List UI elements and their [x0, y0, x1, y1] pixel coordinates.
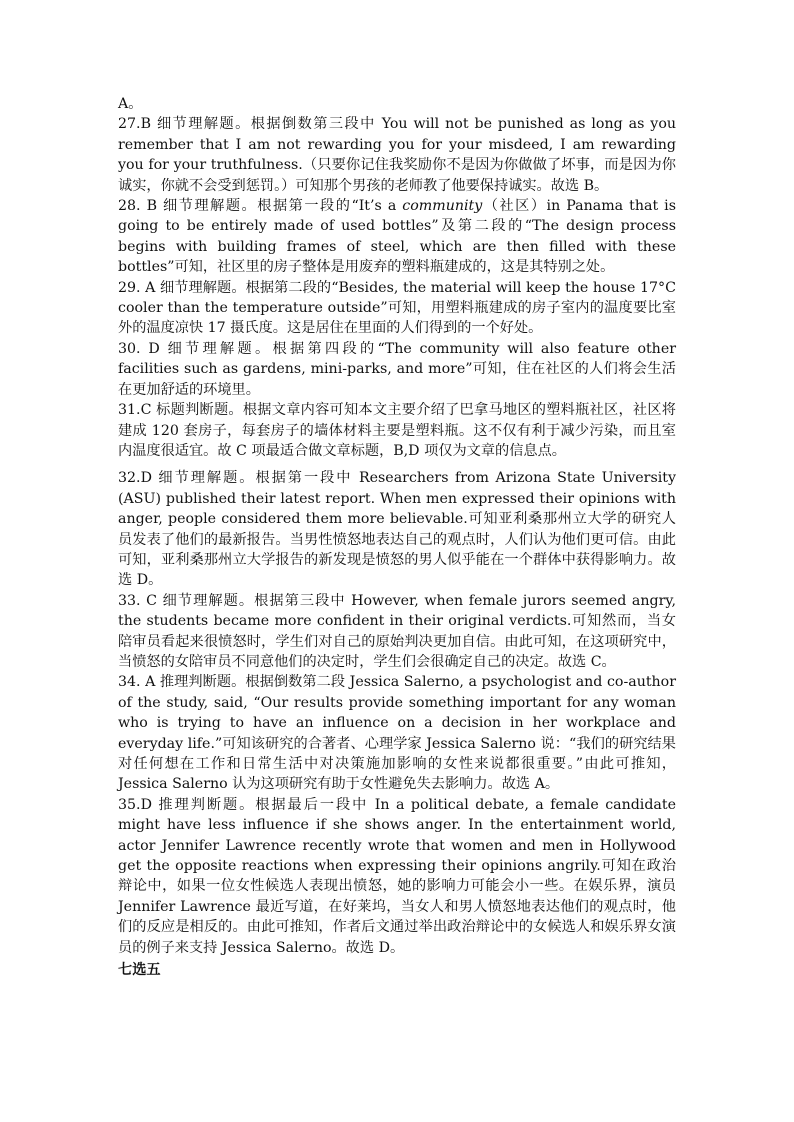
answer-27: 27.B 细节理解题。根据倒数第三段中 You will not be punished as long as you remember that I am not rewarding you for your misdeed, I am rewarding you for your truthfulness.（只要你记住我奖励你不是因为你做做了坏事，而是因为你诚实，你就不会受到惩罚。）可知那个男孩的老师教了他要保持诚实。故选 B。 [118, 116, 676, 194]
top-fragment: A。 [118, 96, 143, 112]
answer-34: 34. A 推理判断题。根据倒数第二段 Jessica Salerno, a psychologist and co-author of the study, said, “Our results provide something important for any woman who is trying to have an influence on a decision in her workplace and everyday life.”可知该研究的合著者、心理学家 Jessica Salerno 说：“我们的研究结果对任何想在工作和日常生活中对决策施加影响的女性来说都很重要。”由此可推知，Jessica Salerno 认为这项研究有助于女性避免失去影响力。故选 A。 [118, 674, 676, 793]
answer-35: 35.D 推理判断题。根据最后一段中 In a political debate, a female candidate might have less influence if she shows anger. In the entertainment world, actor Jennifer Lawrence recently wrote that women and men in Hollywood get the opposite reactions when expressing their opinions angrily.可知在政治辩论中，如果一位女性候选人表现出愤怒，她的影响力可能会小一些。在娱乐界，演员 Jennifer Lawrence 最近写道，在好莱坞，当女人和男人愤怒地表达他们的观点时，他们的反应是相反的。由此可推知，作者后文通过举出政治辩论中的女候选人和娱乐界女演员的例子来支持 Jessica Salerno。故选 D。 [118, 796, 676, 956]
answer-32: 32.D 细节理解题。根据第一段中 Researchers from Arizona State University (ASU) published their latest report. When men expressed their opinions with anger, people considered them more believable.可知亚利桑那州立大学的研究人员发表了他们的最新报告。当男性愤怒地表达自己的观点时，人们认为他们更可信。由此可知，亚利桑那州立大学报告的新发现是愤怒的男人似乎能在一个群体中获得影响力。故选 D。 [118, 470, 676, 589]
answer-explanations-page [118, 94, 676, 980]
answer-33: 33. C 细节理解题。根据第三段中 However, when female jurors seemed angry, the students became more confident in their original verdicts.可知然而，当女陪审员看起来很愤怒时，学生们对自己的原始判决更加自信。由此可知，在这项研究中，当愤怒的女陪审员不同意他们的决定时，学生们会很确定自己的决定。故选 C。 [118, 592, 676, 670]
answer-28-post: （社区）in Panama that is going to be entirely made of used bottles”及第二段的“The design process begins with building frames of steel, which are then filled with these bottles”可知，社区里的房子整体是用废弃的塑料瓶建成的，这是其特别之处。 [118, 198, 676, 276]
answer-28-italic: community [402, 198, 483, 215]
section-heading: 七选五 [118, 962, 161, 979]
answer-29: 29. A 细节理解题。根据第二段的“Besides, the material will keep the house 17°C cooler than the temperature outside”可知，用塑料瓶建成的房子室内的温度要比室外的温度凉快 17 摄氏度。这是居住在里面的人们得到的一个好处。 [118, 279, 676, 337]
paragraph-gap [118, 461, 676, 468]
answer-31: 31.C 标题判断题。根据文章内容可知本文主要介绍了巴拿马地区的塑料瓶社区，社区将建成 120 套房子，每套房子的墙体材料主要是塑料瓶。这不仅有利于减少污染，而且室内温度很适宜。故 C 项最适合做文章标题，B,D 项仅为文章的信息点。 [118, 402, 676, 459]
answer-28-pre: 28. B 细节理解题。根据第一段的“It’s a [118, 198, 403, 215]
answer-30: 30. D 细节理解题。根据第四段的“The community will also feature other facilities such as gardens, mini-parks, and more”可知，住在社区的人们将会生活在更加舒适的环境里。 [118, 340, 676, 398]
answer-28 [118, 196, 676, 278]
